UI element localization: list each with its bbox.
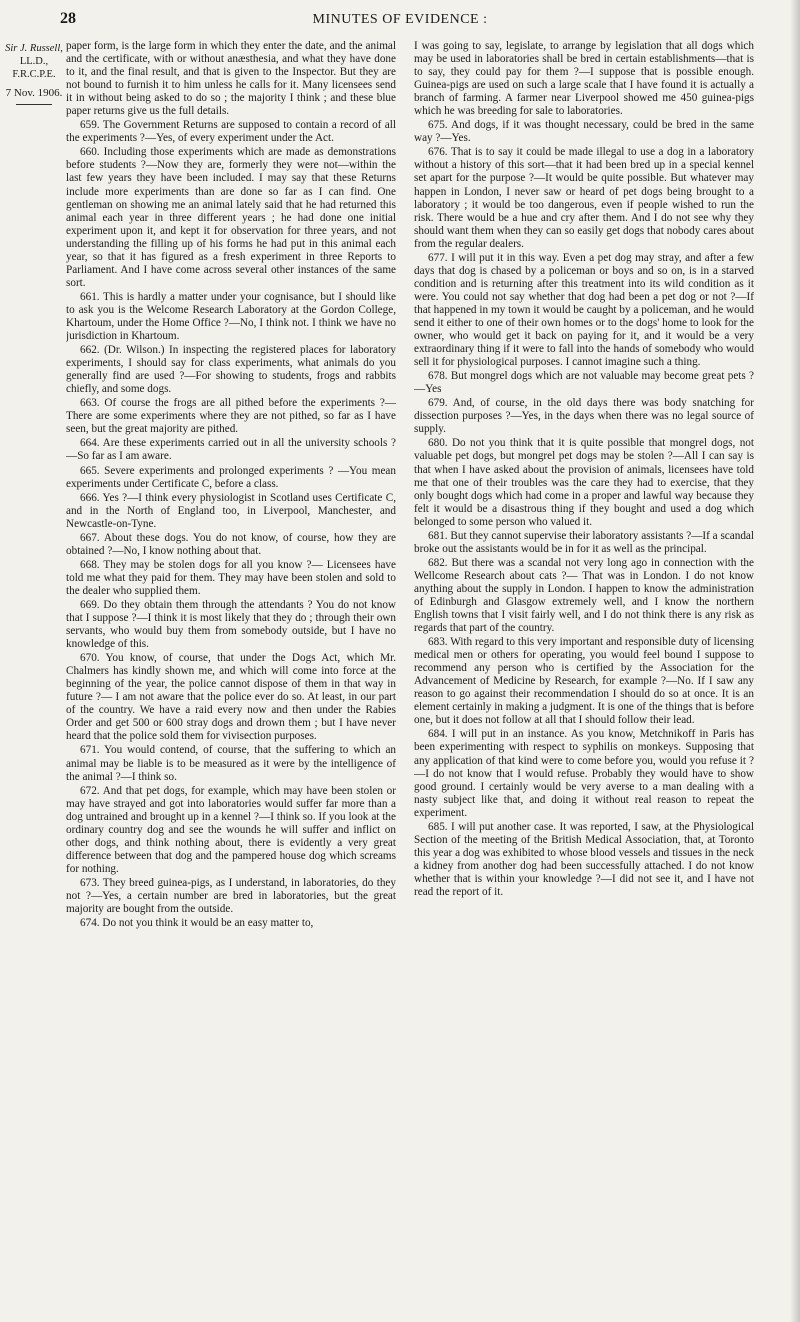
right-column bbox=[414, 40, 754, 1312]
paragraph: 669. Do they obtain them through the attendants ? You do not know that I suppose ?—I think it is most likely that they do ; through their own servants, who would buy them from somebody outside, but I have no knowledge of this. bbox=[66, 598, 396, 651]
witness-margin-note bbox=[4, 42, 64, 105]
paragraph: 664. Are these experiments carried out in all the university schools ?—So far as I am aware. bbox=[66, 437, 396, 463]
paragraph: 670. You know, of course, that under the Dogs Act, which Mr. Chalmers has kindly shown me, and which will come into force at the beginning of the year, the police cannot dispose of them in that way in future ?— I am not aware that the police ever do so. At least, in our part of the country. We have a raid every now and then under the Rabies Order and get 500 or 600 stray dogs and drown them ; but I have never heard that the police sold them for vivisection purposes. bbox=[66, 652, 396, 743]
paragraph: 663. Of course the frogs are all pithed before the experiments ?—There are some experiments where they are not pithed, so far as I have seen, but the great majority are pithed. bbox=[66, 397, 396, 436]
paragraph: paper form, is the large form in which they enter the date, and the animal and the certificate, with or without anæsthesia, and what they have done to it, and the final result, and that is given to the Inspector. But they are not bound to furnish it to him unless he calls for it. Many licensees send it in without being asked to do so ; the majority I think ; and these blue paper returns give us the full details. bbox=[66, 40, 396, 118]
paragraph: 674. Do not you think it would be an easy matter to, bbox=[80, 917, 314, 930]
paragraph: 672. And that pet dogs, for example, which may have been stolen or may have strayed and got into laboratories would suffer far more than a dog untrained and brought up in a kennel ?—I think so. If you look at the ordinary country dog and see the wounds he will suffer and inflict on other dogs, and think nothing about, there is evidently a very great difference between that dog and the pampered house dog which screams for nothing. bbox=[66, 784, 396, 875]
evidence-date: 7 Nov. 1906. bbox=[5, 87, 63, 99]
paragraph: 679. And, of course, in the old days there was body snatching for dissection purposes ?—Yes, in the days when there was no legal source of supply. bbox=[414, 397, 754, 436]
paragraph: 678. But mongrel dogs which are not valuable may become great pets ?—Yes bbox=[414, 370, 754, 396]
paragraph: 673. They breed guinea-pigs, as I understand, in laboratories, do they not ?—Yes, a certain number are bred in laboratories, but the great majority are bought from the outside. bbox=[66, 876, 396, 916]
witness-name: Sir J. Russell, bbox=[5, 43, 63, 54]
paragraph: I was going to say, legislate, to arrange by legislation that all dogs which may be used in laboratories shall be bred in certain establishments—that is to say, they could pay for them ?—I suppose that is possible enough. Guinea-pigs are used on such a large scale that I have found it is actually a branch of farming. A farmer near Liverpool showed me 450 guinea-pigs which he was breeding for sale to laboratories. bbox=[414, 40, 754, 118]
running-head: MINUTES OF EVIDENCE : bbox=[312, 12, 488, 27]
page-header bbox=[0, 8, 800, 36]
paragraph: 675. And dogs, if it was thought necessary, could be bred in the same way ?—Yes. bbox=[414, 119, 754, 145]
left-column bbox=[66, 40, 396, 1312]
paragraph: 667. About these dogs. You do not know, of course, how they are obtained ?—No, I know nothing about that. bbox=[66, 531, 396, 557]
paragraph: 677. I will put it in this way. Even a pet dog may stray, and after a few days that dog is chased by a policeman or boys and so on, is in a starved condition and is returning after this treatment into its wild condition as it were. You could not say whether that dog had been a pet dog or not ?—If that happened in my town it would be caught by a policeman, and he would send it either to one of their own homes or to the dogs' home to look for the owner, who would get it back on paying for it, and it would be a very extraordinary thing if it were to fall into the hands of somebody who would sell it for physiological purposes. I cannot imagine such a thing. bbox=[414, 251, 754, 369]
paragraph: 665. Severe experiments and prolonged experiments ? —You mean experiments under Certificate C, before a class. bbox=[66, 464, 396, 490]
paragraph: 681. But they cannot supervise their laboratory assistants ?—If a scandal broke out the assistants would be in for it as well as the principal. bbox=[414, 529, 754, 555]
paragraph: 661. This is hardly a matter under your cognisance, but I should like to ask you is the Welcome Research Laboratory at the Gordon College, Khartoum, under the Home Office ?—No, I think not. I think we have no jurisdiction in Khartoum. bbox=[66, 290, 396, 343]
paragraph: 662. (Dr. Wilson.) In inspecting the registered places for laboratory experiments, I should say for class experiments, what animals do you generally find are used ?—For showing to students, frogs and rabbits chiefly, and some dogs. bbox=[66, 344, 396, 396]
paragraph: 683. With regard to this very important and responsible duty of licensing medical men or others for operating, you would feel bound I suppose to recommend any person who is certified by the Association for the Advancement of Medicine by Research, for example ?—No. If I saw any reason to go against their recommendation I should do so at once. It is an element certainly in making a judgment. It is one of the things that is before one, but it does not follow at all that I should follow their lead. bbox=[414, 636, 754, 727]
paragraph: 668. They may be stolen dogs for all you know ?— Licensees have told me what they paid for them. They may have been stolen and sold to the dealer who supplied them. bbox=[66, 558, 396, 597]
paragraph: 671. You would contend, of course, that the suffering to which an animal may be liable is to be measured as it were by the intelligence of the animal ?—I think so. bbox=[66, 744, 396, 783]
paragraph: 684. I will put in an instance. As you know, Metchnikoff in Paris has been experimenting with respect to syphilis on monkeys. Supposing that any application of that kind were to come before you, would you refuse it ?—I do not know that I would refuse. Probably they would have to show good ground. I certainly would be very averse to a man dealing with a nasty subject like that, and doing it without real reason to repeat the experiment. bbox=[414, 728, 754, 819]
paragraph: 680. Do not you think that it is quite possible that mongrel dogs, not valuable pet dogs, but mongrel pet dogs may be stolen ?—All I can say is that when I have asked about the provision of animals, licensees have told me that one of their troubles was the care they had to exercise, that they only bought dogs which had come in a proper and lawful way because they felt it would be a disastrous thing if they bought and used a dog which belonged to some person who valued it. bbox=[414, 437, 754, 528]
paragraph: 660. Including those experiments which are made as demonstrations before students ?—Now they are, formerly they were not—within the last few years they have been included. I may say that these Returns include more experiments than are done so far as I can find. One gentleman on showing me an animal lately said that he had returned this animal each year in three different years ; he had done one initial experiment upon it, and kept it for observation for three years, and not understanding the filling up of his forms he had put in this animal each year, so that it has figured as a fresh experiment in three Reports to Parliament. And I have come across several other instances of the same sort. bbox=[66, 146, 396, 289]
margin-rule bbox=[16, 104, 52, 105]
page-number: 28 bbox=[60, 10, 76, 27]
paragraph: 682. But there was a scandal not very long ago in connection with the Wellcome Research about cats ?— That was in London. I do not know anything about the supply in London. I happen to know the administration of Edinburgh and Glasgow extremely well, and I know the northern English towns that I visit fairly well, and I do not think there is any risk as regards that part of the country. bbox=[414, 556, 754, 635]
paragraph: 676. That is to say it could be made illegal to use a dog in a laboratory without a history of this sort—that it had been bred up in a special kennel set apart for the purpose ?—It would be quite possible. But whatever may happen in London, I never saw or heard of pet dogs being brought to a laboratory ; it would be too dangerous, even if people wished to run the risk. There would be a hue and cry after them. And I do not see why they should want them when they can so easily get dogs that nobody cares about from the regular dealers. bbox=[414, 146, 754, 250]
witness-degrees: LL.D., F.R.C.P.E. bbox=[12, 56, 56, 80]
paragraph: 666. Yes ?—I think every physiologist in Scotland uses Certificate C, and in the North of England too, in Liverpool, Manchester, and Newcastle-on-Tyne. bbox=[66, 491, 396, 530]
paragraph: 685. I will put another case. It was reported, I saw, at the Physiological Section of the meeting of the British Medical Association, that, at Toronto this year a dog was exhibited to whose blood vessels and tissues in the neck a kidney from another dog had been successfully attached. I do not know whether that is within your knowledge ?—I did not see it, and I have not read the report of it. bbox=[414, 820, 754, 898]
page-edge-shadow bbox=[790, 0, 800, 1322]
paragraph: 659. The Government Returns are supposed to contain a record of all the experiments ?—Yes, of every experiment under the Act. bbox=[66, 119, 396, 145]
